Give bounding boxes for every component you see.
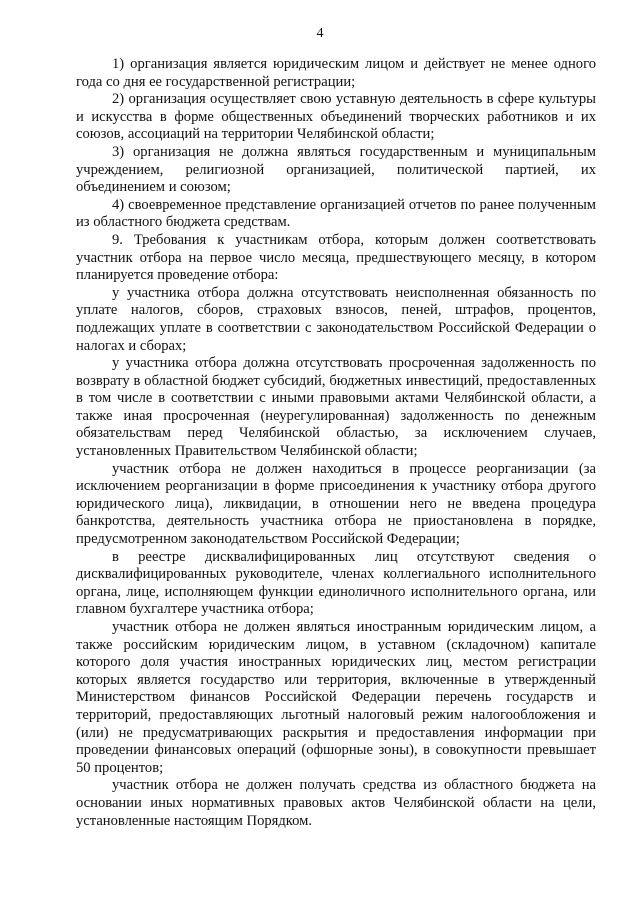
paragraph-criterion-1: 1) организация является юридическим лицом и действует не менее одного года со дня ее государственной регистрации; <box>76 56 596 90</box>
paragraph-overdue-debt: у участника отбора должна отсутствовать просроченная задолженность по возврату в областной бюджет субсидий, бюджетных инвестиций, предоставленных в том числе в соответствии с иными правовыми актами Челябинской области, а также иная просроченная (неурегулированная) задолженность по денежным обязательствам перед Челябинской областью, за исключением случаев, установленных Правительством Челябинской области; <box>76 355 596 460</box>
page-number: 4 <box>316 26 324 41</box>
paragraph-criterion-3: 3) организация не должна являться государственным и муниципальным учреждением, религиозной организацией, политической партией, их объединением и союзом; <box>76 143 596 196</box>
paragraph-disqualified-persons: в реестре дисквалифицированных лиц отсутствуют сведения о дисквалифицированных руководителе, членах коллегиального исполнительного органа, лице, исполняющем функции единоличного исполнительного органа, или главном бухгалтере участника отбора; <box>76 548 596 618</box>
paragraph-tax-obligations: у участника отбора должна отсутствовать неисполненная обязанность по уплате налогов, сборов, страховых взносов, пеней, штрафов, процентов, подлежащих уплате в соответствии с законодательством Российской Федерации о налогах и сборах; <box>76 284 596 354</box>
document-body <box>76 56 596 830</box>
paragraph-foreign-entity: участник отбора не должен являться иностранным юридическим лицом, а также российским юридическим лицом, в уставном (складочном) капитале которого доля участия иностранных юридических лиц, местом регистрации которых является государство или территория, включенные в утвержденный Министерством финансов Российской Федерации перечень государств и территорий, предоставляющих льготный налоговый режим налогообложения и (или) не предусматривающих раскрытия и предоставления информации при проведении финансовых операций (офшорные зоны), в совокупности превышает 50 процентов; <box>76 619 596 776</box>
paragraph-section-9-heading: 9. Требования к участникам отбора, которым должен соответствовать участник отбора на первое число месяца, предшествующего месяцу, в котором планируется проведение отбора: <box>76 231 596 284</box>
paragraph-criterion-2: 2) организация осуществляет свою уставную деятельность в сфере культуры и искусства в форме общественных объединений творческих работников и их союзов, ассоциаций на территории Челябинской области; <box>76 91 596 143</box>
paragraph-criterion-4: 4) своевременное представление организацией отчетов по ранее полученным из областного бюджета средствам. <box>76 196 596 231</box>
paragraph-reorganization: участник отбора не должен находиться в процессе реорганизации (за исключением реорганизации в форме присоединения к участнику отбора другого юридического лица), ликвидации, в отношении него не введена процедура банкротства, деятельность участника отбора не приостановлена в порядке, предусмотренном законодательством Российской Федерации; <box>76 460 596 548</box>
paragraph-other-funding: участник отбора не должен получать средства из областного бюджета на основании иных нормативных правовых актов Челябинской области на цели, установленные настоящим Порядком. <box>76 777 596 829</box>
